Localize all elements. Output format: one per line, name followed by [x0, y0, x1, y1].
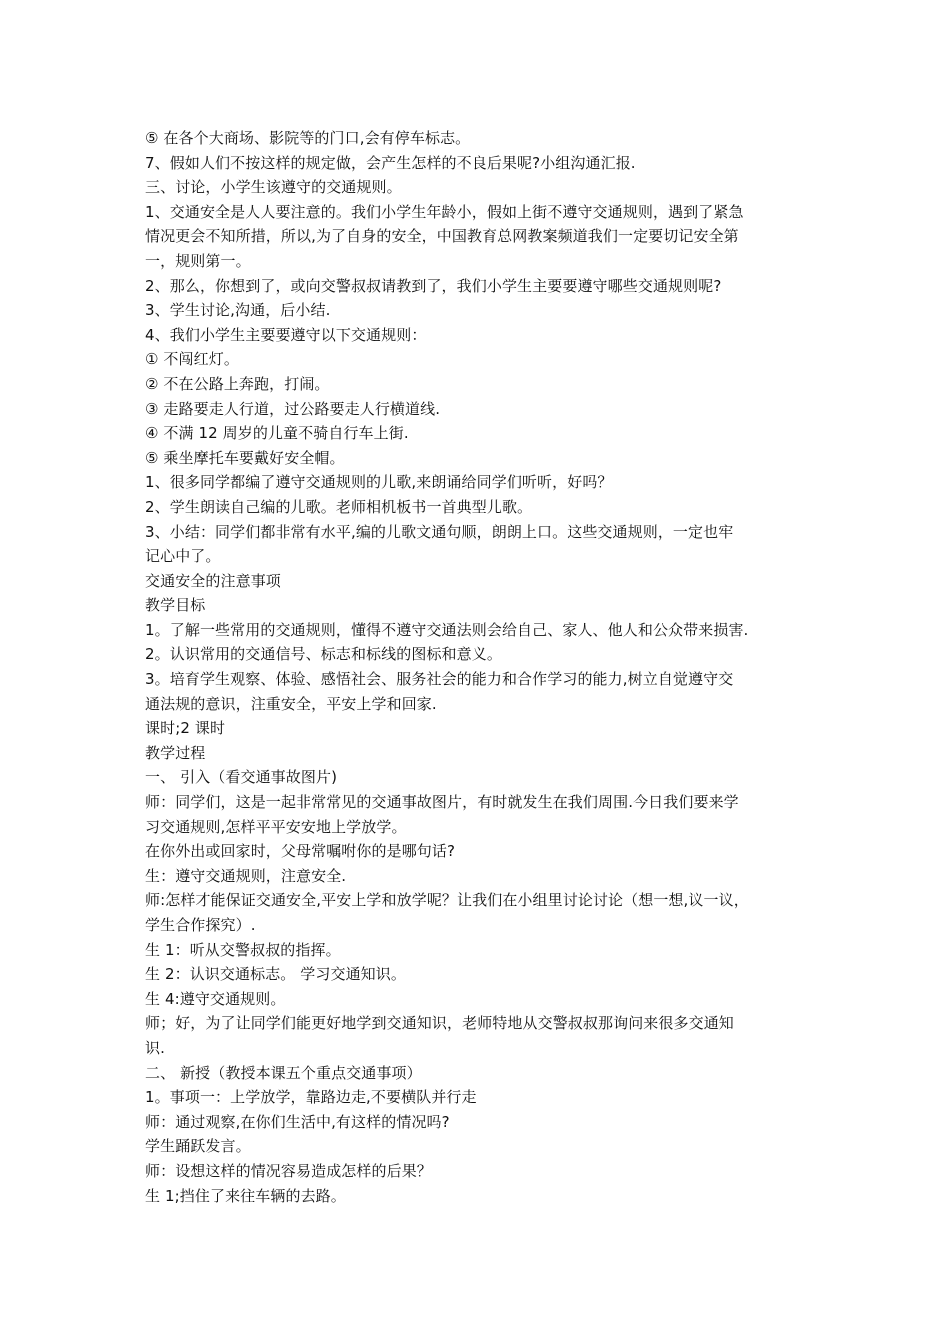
- text-line: 师；好，为了让同学们能更好地学到交通知识，老师特地从交警叔叔那询问来很多交通知: [145, 1014, 734, 1033]
- list-item: ① 不闯红灯。: [145, 350, 239, 369]
- text-line: 1。了解一些常用的交通规则，懂得不遵守交通法则会给自己、家人、他人和公众带来损害.: [145, 620, 749, 639]
- text-line: 师：同学们，这是一起非常常见的交通事故图片，有时就发生在我们周围.今日我们要来学: [145, 793, 739, 812]
- text-line: 7、假如人们不按这样的规定做，会产生怎样的不良后果呢?小组沟通汇报.: [145, 153, 636, 172]
- text-line: 3、学生讨论,沟通，后小结.: [145, 301, 331, 320]
- list-item: ③ 走路要走人行道，过公路要走人行横道线.: [145, 399, 441, 418]
- section-heading: 三、讨论，小学生该遵守的交通规则。: [145, 178, 402, 197]
- text-line: 3、小结：同学们都非常有水平,编的儿歌文通句顺，朗朗上口。这些交通规则，一定也牢: [145, 522, 734, 541]
- text-line: 生 2：认识交通标志。 学习交通知识。: [145, 965, 406, 984]
- text-line: 一，规则第一。: [145, 251, 251, 270]
- text-line: 生 4:遵守交通规则。: [145, 989, 286, 1008]
- section-heading: 一、 引入（看交通事故图片): [145, 768, 338, 787]
- text-line: 生：遵守交通规则，注意安全.: [145, 866, 347, 885]
- section-heading: 教学目标: [145, 596, 206, 615]
- document-body: [145, 126, 817, 1208]
- text-line: 2。认识常用的交通信号、标志和标线的图标和意义。: [145, 645, 502, 664]
- text-line: 生 1：听从交警叔叔的指挥。: [145, 940, 341, 959]
- text-line: 3。培育学生观察、体验、感悟社会、服务社会的能力和合作学习的能力,树立自觉遵守交: [145, 670, 734, 689]
- text-line: 通法规的意识，注重安全，平安上学和回家.: [145, 694, 437, 713]
- text-line: 识.: [145, 1038, 165, 1057]
- text-line: 习交通规则,怎样平平安安地上学放学。: [145, 817, 407, 836]
- text-line: 1、交通安全是人人要注意的。我们小学生年龄小，假如上街不遵守交通规则，遇到了紧急: [145, 202, 744, 221]
- text-line: 生 1;挡住了来往车辆的去路。: [145, 1186, 346, 1205]
- text-line: 1。事项一：上学放学，靠路边走,不要横队并行走: [145, 1088, 477, 1107]
- text-line: 在你外出或回家时，父母常嘱咐你的是哪句话?: [145, 842, 456, 861]
- text-line: 2、学生朗读自己编的儿歌。老师相机板书一首典型儿歌。: [145, 497, 533, 516]
- list-item: ④ 不满 12 周岁的儿童不骑自行车上街.: [145, 424, 409, 443]
- text-line: 师:怎样才能保证交通安全,平安上学和放学呢？让我们在小组里讨论讨论（想一想,议一议，: [145, 891, 749, 910]
- list-item: ⑤ 乘坐摩托车要戴好安全帽。: [145, 448, 345, 467]
- text-line: 课时;2 课时: [145, 719, 226, 738]
- text-line: 学生踊跃发言。: [145, 1137, 251, 1156]
- text-line: 师：设想这样的情况容易造成怎样的后果？: [145, 1161, 432, 1180]
- text-line: 2、那么，你想到了，或向交警叔叔请教到了，我们小学生主要要遵守哪些交通规则呢?: [145, 276, 722, 295]
- section-heading: 二、 新授（教授本课五个重点交通事项）: [145, 1063, 422, 1082]
- text-line: 师：通过观察,在你们生活中,有这样的情况吗?: [145, 1112, 450, 1131]
- section-title: 交通安全的注意事项: [145, 571, 281, 590]
- text-line: 4、我们小学生主要要遵守以下交通规则：: [145, 325, 427, 344]
- text-line: 1、很多同学都编了遵守交通规则的儿歌,来朗诵给同学们听听，好吗？: [145, 473, 613, 492]
- text-line: 记心中了。: [145, 547, 221, 566]
- text-line: 情况更会不知所措，所以,为了自身的安全，中国教育总网教案频道我们一定要切记安全第: [145, 227, 739, 246]
- list-item: ② 不在公路上奔跑，打闹。: [145, 374, 330, 393]
- text-line: 学生合作探究）.: [145, 916, 256, 934]
- section-heading: 教学过程: [145, 743, 206, 762]
- text-line: ⑤ 在各个大商场、影院等的门口,会有停车标志。: [145, 129, 471, 147]
